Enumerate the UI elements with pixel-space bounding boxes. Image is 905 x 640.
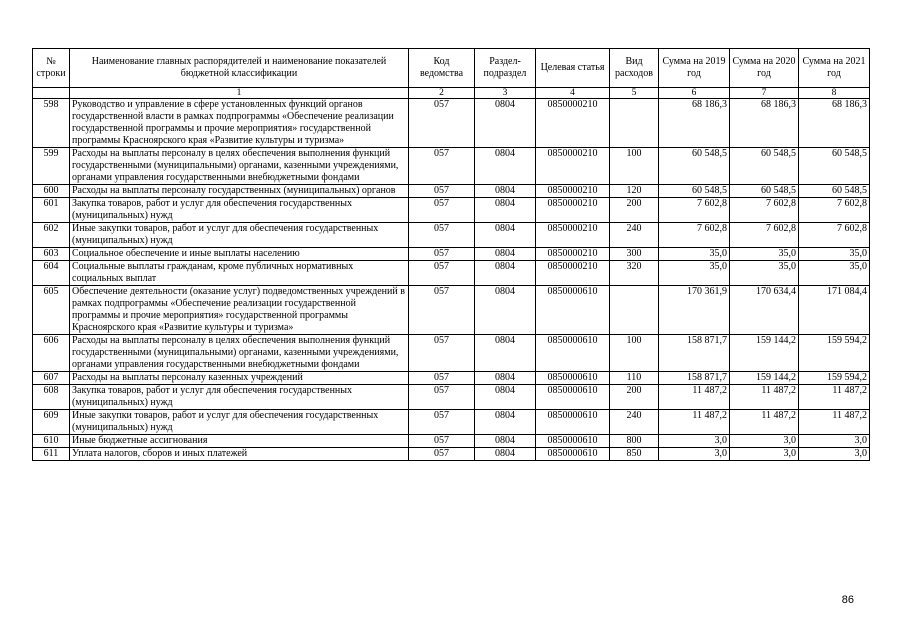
header-sum-2021: Сумма на 2021 год: [799, 49, 870, 88]
column-number: 8: [799, 88, 870, 99]
target-item-cell: 0850000610: [536, 286, 610, 335]
column-number: 7: [730, 88, 799, 99]
budget-table: [32, 48, 870, 461]
section-cell: 0804: [475, 372, 536, 385]
sum-2019-cell: 7 602,8: [659, 223, 730, 248]
target-item-cell: 0850000210: [536, 261, 610, 286]
row-name-cell: Социальное обеспечение и иные выплаты населению: [70, 248, 409, 261]
section-cell: 0804: [475, 261, 536, 286]
expense-type-cell: 300: [610, 248, 659, 261]
header-sum-2020: Сумма на 2020 год: [730, 49, 799, 88]
sum-2021-cell: 68 186,3: [799, 99, 870, 148]
row-number-cell: 602: [33, 223, 70, 248]
table-row: [33, 372, 870, 385]
expense-type-cell: [610, 99, 659, 148]
sum-2021-cell: 159 594,2: [799, 335, 870, 372]
row-name-cell: Социальные выплаты гражданам, кроме публичных нормативных социальных выплат: [70, 261, 409, 286]
row-name-cell: Расходы на выплаты персоналу в целях обеспечения выполнения функций государственными (муниципальными) органами, казенными учреждениями, органами управления государственными внебюджетными фондами: [70, 335, 409, 372]
dept-code-cell: 057: [409, 248, 475, 261]
row-number-cell: 608: [33, 385, 70, 410]
expense-type-cell: 100: [610, 148, 659, 185]
page-number: 86: [841, 594, 854, 606]
dept-code-cell: 057: [409, 372, 475, 385]
sum-2020-cell: 68 186,3: [730, 99, 799, 148]
header-sum-2019: Сумма на 2019 год: [659, 49, 730, 88]
dept-code-cell: 057: [409, 223, 475, 248]
row-number-cell: 601: [33, 198, 70, 223]
expense-type-cell: 240: [610, 223, 659, 248]
target-item-cell: 0850000610: [536, 385, 610, 410]
table-row: [33, 185, 870, 198]
sum-2021-cell: 35,0: [799, 248, 870, 261]
expense-type-cell: 850: [610, 448, 659, 461]
row-name-cell: Закупка товаров, работ и услуг для обеспечения государственных (муниципальных) нужд: [70, 198, 409, 223]
expense-type-cell: 200: [610, 198, 659, 223]
sum-2019-cell: 170 361,9: [659, 286, 730, 335]
sum-2019-cell: 60 548,5: [659, 148, 730, 185]
dept-code-cell: 057: [409, 410, 475, 435]
sum-2019-cell: 35,0: [659, 261, 730, 286]
header-expense-type: Вид расходов: [610, 49, 659, 88]
table-row: [33, 410, 870, 435]
table-row: [33, 261, 870, 286]
table-row: [33, 448, 870, 461]
row-number-cell: 605: [33, 286, 70, 335]
table-row: [33, 198, 870, 223]
section-cell: 0804: [475, 448, 536, 461]
section-cell: 0804: [475, 435, 536, 448]
sum-2020-cell: 35,0: [730, 261, 799, 286]
sum-2021-cell: 171 084,4: [799, 286, 870, 335]
sum-2019-cell: 68 186,3: [659, 99, 730, 148]
table-row: [33, 435, 870, 448]
dept-code-cell: 057: [409, 99, 475, 148]
dept-code-cell: 057: [409, 335, 475, 372]
row-number-cell: 599: [33, 148, 70, 185]
sum-2019-cell: 3,0: [659, 435, 730, 448]
section-cell: 0804: [475, 99, 536, 148]
sum-2020-cell: 159 144,2: [730, 335, 799, 372]
dept-code-cell: 057: [409, 286, 475, 335]
section-cell: 0804: [475, 248, 536, 261]
row-name-cell: Расходы на выплаты персоналу государственных (муниципальных) органов: [70, 185, 409, 198]
expense-type-cell: 200: [610, 385, 659, 410]
row-name-cell: Иные бюджетные ассигнования: [70, 435, 409, 448]
sum-2021-cell: 60 548,5: [799, 185, 870, 198]
sum-2020-cell: 3,0: [730, 435, 799, 448]
sum-2021-cell: 35,0: [799, 261, 870, 286]
sum-2020-cell: 11 487,2: [730, 385, 799, 410]
target-item-cell: 0850000610: [536, 435, 610, 448]
dept-code-cell: 057: [409, 385, 475, 410]
row-name-cell: Руководство и управление в сфере установленных функций органов государственной власти в рамках подпрограммы «Обеспечение реализации государственной программы и прочие мероприятия» государственной программы Красноярского края «Развитие культуры и туризма»: [70, 99, 409, 148]
header-row-no: № строки: [33, 49, 70, 88]
sum-2019-cell: 11 487,2: [659, 410, 730, 435]
row-number-cell: 604: [33, 261, 70, 286]
sum-2020-cell: 170 634,4: [730, 286, 799, 335]
row-number-cell: 603: [33, 248, 70, 261]
table-row: [33, 99, 870, 148]
header-section: Раздел-подраздел: [475, 49, 536, 88]
section-cell: 0804: [475, 223, 536, 248]
section-cell: 0804: [475, 148, 536, 185]
section-cell: 0804: [475, 385, 536, 410]
row-name-cell: Иные закупки товаров, работ и услуг для обеспечения государственных (муниципальных) нужд: [70, 410, 409, 435]
sum-2021-cell: 3,0: [799, 435, 870, 448]
column-number-row: [33, 88, 870, 99]
target-item-cell: 0850000610: [536, 410, 610, 435]
sum-2019-cell: 11 487,2: [659, 385, 730, 410]
sum-2021-cell: 60 548,5: [799, 148, 870, 185]
expense-type-cell: 240: [610, 410, 659, 435]
table-row: [33, 286, 870, 335]
table-header: [33, 49, 870, 88]
section-cell: 0804: [475, 286, 536, 335]
column-number: 1: [70, 88, 409, 99]
sum-2020-cell: 159 144,2: [730, 372, 799, 385]
sum-2021-cell: 11 487,2: [799, 410, 870, 435]
dept-code-cell: 057: [409, 448, 475, 461]
table-row: [33, 335, 870, 372]
target-item-cell: 0850000210: [536, 148, 610, 185]
sum-2019-cell: 35,0: [659, 248, 730, 261]
expense-type-cell: 100: [610, 335, 659, 372]
sum-2020-cell: 11 487,2: [730, 410, 799, 435]
sum-2020-cell: 7 602,8: [730, 198, 799, 223]
sum-2021-cell: 159 594,2: [799, 372, 870, 385]
column-number: [33, 88, 70, 99]
row-number-cell: 606: [33, 335, 70, 372]
dept-code-cell: 057: [409, 261, 475, 286]
expense-type-cell: 120: [610, 185, 659, 198]
header-name: Наименование главных распорядителей и наименование показателей бюджетной классификации: [70, 49, 409, 88]
expense-type-cell: 110: [610, 372, 659, 385]
target-item-cell: 0850000210: [536, 185, 610, 198]
section-cell: 0804: [475, 185, 536, 198]
expense-type-cell: 800: [610, 435, 659, 448]
table-row: [33, 385, 870, 410]
target-item-cell: 0850000610: [536, 372, 610, 385]
dept-code-cell: 057: [409, 185, 475, 198]
row-number-cell: 610: [33, 435, 70, 448]
sum-2021-cell: 3,0: [799, 448, 870, 461]
target-item-cell: 0850000210: [536, 248, 610, 261]
table-row: [33, 223, 870, 248]
section-cell: 0804: [475, 198, 536, 223]
target-item-cell: 0850000210: [536, 99, 610, 148]
target-item-cell: 0850000610: [536, 335, 610, 372]
row-number-cell: 611: [33, 448, 70, 461]
sum-2020-cell: 35,0: [730, 248, 799, 261]
row-number-cell: 609: [33, 410, 70, 435]
sum-2020-cell: 7 602,8: [730, 223, 799, 248]
column-number: 4: [536, 88, 610, 99]
header-dept-code: Код ведомства: [409, 49, 475, 88]
row-number-cell: 607: [33, 372, 70, 385]
dept-code-cell: 057: [409, 435, 475, 448]
table-row: [33, 248, 870, 261]
expense-type-cell: [610, 286, 659, 335]
sum-2019-cell: 158 871,7: [659, 335, 730, 372]
sum-2020-cell: 60 548,5: [730, 148, 799, 185]
section-cell: 0804: [475, 335, 536, 372]
row-name-cell: Обеспечение деятельности (оказание услуг) подведомственных учреждений в рамках подпрограммы «Обеспечение реализации государственной программы и прочие мероприятия» государственной программы Красноярского края «Развитие культуры и туризма»: [70, 286, 409, 335]
column-number: 5: [610, 88, 659, 99]
sum-2021-cell: 11 487,2: [799, 385, 870, 410]
sum-2021-cell: 7 602,8: [799, 223, 870, 248]
column-number: 2: [409, 88, 475, 99]
target-item-cell: 0850000610: [536, 448, 610, 461]
column-number: 3: [475, 88, 536, 99]
table-body: [33, 88, 870, 461]
row-name-cell: Иные закупки товаров, работ и услуг для обеспечения государственных (муниципальных) нужд: [70, 223, 409, 248]
dept-code-cell: 057: [409, 198, 475, 223]
column-number: 6: [659, 88, 730, 99]
row-number-cell: 598: [33, 99, 70, 148]
sum-2019-cell: 158 871,7: [659, 372, 730, 385]
row-name-cell: Закупка товаров, работ и услуг для обеспечения государственных (муниципальных) нужд: [70, 385, 409, 410]
sum-2020-cell: 60 548,5: [730, 185, 799, 198]
sum-2020-cell: 3,0: [730, 448, 799, 461]
sum-2021-cell: 7 602,8: [799, 198, 870, 223]
sum-2019-cell: 60 548,5: [659, 185, 730, 198]
section-cell: 0804: [475, 410, 536, 435]
row-name-cell: Расходы на выплаты персоналу казенных учреждений: [70, 372, 409, 385]
row-name-cell: Уплата налогов, сборов и иных платежей: [70, 448, 409, 461]
row-name-cell: Расходы на выплаты персоналу в целях обеспечения выполнения функций государственными (муниципальными) органами, казенными учреждениями, органами управления государственными внебюджетными фондами: [70, 148, 409, 185]
table-row: [33, 148, 870, 185]
dept-code-cell: 057: [409, 148, 475, 185]
target-item-cell: 0850000210: [536, 223, 610, 248]
row-number-cell: 600: [33, 185, 70, 198]
sum-2019-cell: 3,0: [659, 448, 730, 461]
expense-type-cell: 320: [610, 261, 659, 286]
sum-2019-cell: 7 602,8: [659, 198, 730, 223]
target-item-cell: 0850000210: [536, 198, 610, 223]
header-target-item: Целевая статья: [536, 49, 610, 88]
